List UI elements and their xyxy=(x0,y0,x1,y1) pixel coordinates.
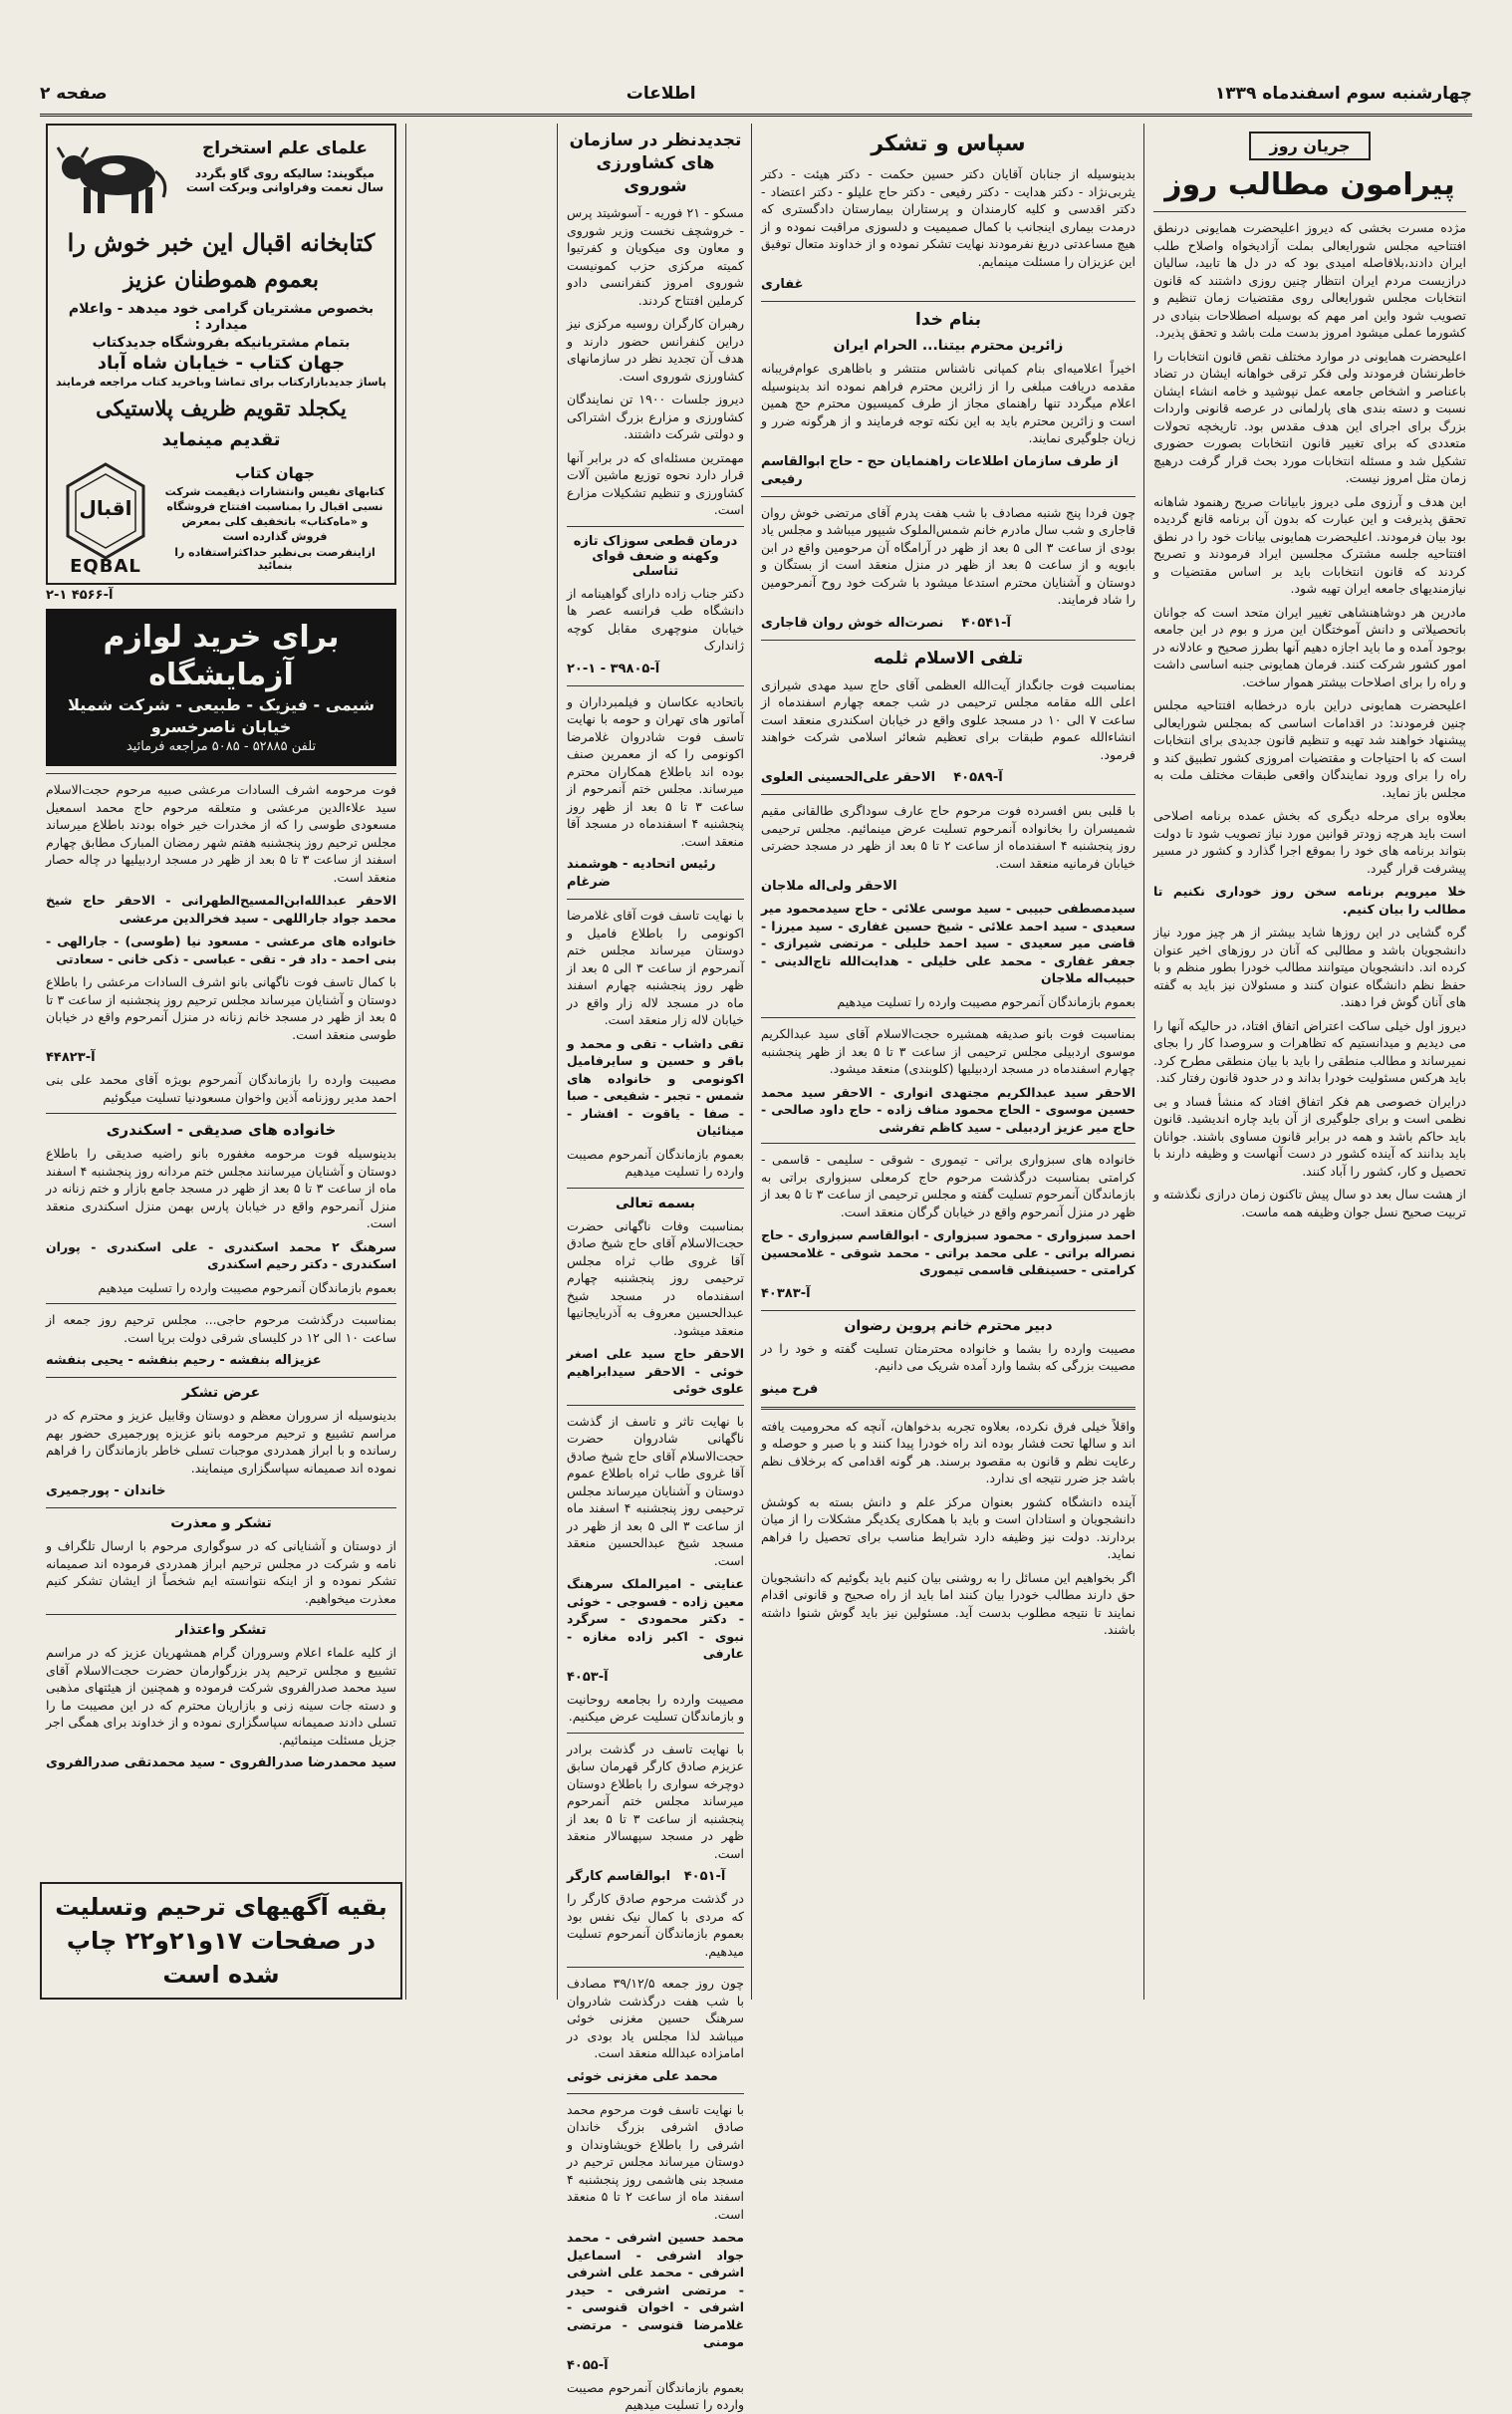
notice-signature: از طرف سازمان اطلاعات راهنمایان حج - حاج ابوالقاسم رفیعی xyxy=(761,453,1119,487)
notice-text: بدینوسیله فوت مرحومه مغفوره بانو راضیه صدیقی را باطلاع دوستان و آشنایان میرسانند مجلس ختم مردانه روز پنجشنبه ۴ اسفند ماه از ساعت ۳ تا ۵ بعد از ظهر در مسجد جامع بازار و ختم زنانه در منزل آنمرحوم واقع در خیابان پارس بهمن منزل اسکندری منعقد است. xyxy=(46,1146,397,1230)
notice-code: آ-۴۰۵۴۱ xyxy=(961,615,1011,631)
notice-text: با نهایت تاسف فوت آقای غلامرضا اکونومی را باطلاع فامیل و دوستان میرساند مجلس ختم آنمرحوم از ساعت ۳ الی ۵ بعد از ظهر روز پنجشنبه چهارم اسفند ماه در مسجد لاله زار واقع در خیابان لاله زار منعقد است. xyxy=(567,908,744,1027)
divider xyxy=(567,1405,744,1406)
ad-gift-line: یکجلد تقویم ظریف پلاستیکی xyxy=(96,396,347,420)
news-text: مسکو - ۲۱ فوریه - آسوشیتد پرس - خروشچف نخست وزیر شوروی و معاون وی میکویان و کفرتیوا کمیته مرکزی حزب کمونیست شوروی امروز کنفرانسی دادو کرملین افتتاح کردند. xyxy=(567,205,744,308)
editorial-paragraph: خلا میرویم برنامه سخن روز خوداری نکنیم تا مطالب را بیان کنیم. xyxy=(1153,884,1466,917)
notice-signature: محمد علی مغزنی خوئی xyxy=(567,2068,718,2084)
ad-title: علمای علم استخراج xyxy=(201,138,369,158)
eqbal-logo xyxy=(56,458,155,577)
editorial-paragraph: دیروز اول خیلی ساکت اعتراض اتفاق افتاد، در حالیکه آنها را می دیدیم و میدانستیم که تظاهرات و سروصدا کار را بجای نمیرساند و مطالب منطقی را باید با بیان منطقی مطرح کرد. باید هرکس مسئولیت خودرا بداند و در حدود قانون رفتار کند. xyxy=(1153,1017,1466,1085)
ad-line: پاساژ جدیدبازارکتاب برای تماشا وباخرید کتاب مراجعه فرمایند xyxy=(56,376,386,389)
notice-names: الاحقر عبدالله‌ابن‌المسیح‌الطهرانی - الاحقر حاج شیخ محمد جواد جاراللهی - سید فخرالدین مرعشی xyxy=(46,893,396,926)
notice-names: سرهنگ ۲ محمد اسکندری - علی اسکندری - پوران اسکندری - دکتر رحیم اسکندری xyxy=(46,1238,396,1271)
page-date: چهارشنبه سوم اسفندماه ۱۳۳۹ xyxy=(1214,84,1472,104)
news-text: دیروز جلسات ۱۹۰۰ تن نمایندگان کشاورزی و مزارع بزرگ اشتراکی و دولتی شرکت داشتند. xyxy=(567,392,744,441)
column-rule xyxy=(1143,124,1144,2000)
ad-store-name: جهان کتاب xyxy=(235,463,315,482)
lab-ad-title: برای خرید لوازم آزمایشگاه xyxy=(103,620,340,692)
editorial-paragraph: گره گشایی در این روزها شاید بیشتر از هر چیز مورد نیاز دانشجویان باشد و مطالبی که آنان در روزهای اخیر عنوان کرده اند. دانشجویان میتوانند مطالب خودرا بطور منظم و با حفظ نظم دانشگاه عنوان کنند و مسئولان نیز باید به گفته های آنان گوش فرا دهند. xyxy=(1153,925,1466,1009)
notice-text: با نهایت تاسف فوت مرحوم محمد صادق اشرفی بزرگ خاندان اشرفی را باطلاع خویشاوندان و دوستان میرساند مجلس ترحیم در مسجد بنی هاشمی روز پنجشنبه ۴ اسفند ماه از ساعت ۲ تا ۵ منعقد است. xyxy=(567,2101,745,2222)
notice-signature: سید محمدرضا صدرالفروی - سید محمدتقی صدرالفروی xyxy=(45,1755,396,1770)
notice-names: سیدمصطفی حبیبی - سید موسی علائی - حاج سیدمحمود میر سعیدی - سید احمد علائی - شیخ حسین غفاری - سید میرزا - قاضی میر سعیدی - سید احمد خلیلی - مرتضی شیرازی - جعفر غفاری - محمد علی خلیلی - هدایت‌الله تاج‌الدینی - حبیب‌اله ملاجان xyxy=(761,901,1135,985)
divider xyxy=(761,301,1135,302)
notice-signature: فرح مینو xyxy=(761,1381,819,1397)
notice-text: اخیراً اعلامیه‌ای بنام کمپانی ناشناس منتشر و باظاهری عوام‌فریبانه مقدمه دریافت مبلغی را از زائرین محترم فراهم نموده اند بدینوسیله اعلام میگردد تنها راهنمای مجاز از طرف کمیسیون محترم حج همین است و زائرین محترم باید به این نکته توجه فرمایند و از هرگونه ضرر و زیان جلوگیری نمایند. xyxy=(761,361,1135,445)
notice-text: با نهایت تاسف در گذشت برادر عزیزم صادق کارگر قهرمان سابق دوچرخه سواری را باطلاع دوستان میرساند مجلس ختم آنمرحوم پنجشنبه از ساعت ۳ تا ۵ بعد از ظهر در مسجد سپهسالار منعقد است. xyxy=(567,1741,744,1861)
notice-signature xyxy=(567,1868,744,1886)
editorial-paragraph: بعلاوه برای مرحله دیگری که بخش عمده برنامه اصلاحی است باید هرچه زودتر قوانین مورد نیاز تصویب شود تا دولت بتواند برنامه های خود را بموقع اجرا گذارد و کشور در مسیر پیشرفت قرار گیرد. xyxy=(1153,808,1466,876)
news-headline: تجدیدنظر در سازمان های کشاورزی شوروی xyxy=(569,131,742,196)
notice-signature: خاندان - پورجمیری xyxy=(46,1483,166,1498)
notice-text: بدینوسیله از جنابان آقایان دکتر حسین حکمت - دکتر هیئت - دکتر یثربی‌نژاد - دکتر هدایت - دکتر رفیعی - دکتر حاج علیلو - دکتر اعتضاد - دکتر اقدسی و کلیه کارمندان و پرستاران بیمارستان دادگستری که درمدت بیماری اینجانب با کمال صمیمیت و دلسوزی مراقبت نموده و از هیچ مساعدتی دریغ نفرمودند نهایت تشکر نموده و از خداوند متعال توفیق این عزیزان را مسئلت مینمایم. xyxy=(761,166,1135,269)
ad-gift-line: تقدیم مینماید xyxy=(161,429,281,450)
notice-title: عرض تشکر xyxy=(181,1385,261,1401)
divider xyxy=(567,526,744,527)
column-rule xyxy=(751,124,752,2000)
column-rule xyxy=(405,124,406,2000)
ad-text: دکتر جناب زاده دارای گواهینامه از دانشگاه طب فرانسه عصر ها خیابان منوچهری مقابل کوچه ژاندارک xyxy=(567,585,744,653)
notice-title: سپاس و تشکر xyxy=(871,132,1026,156)
notice-title: خانواده های صدیقی - اسکندری xyxy=(106,1121,337,1139)
eqbal-bookstore-ad xyxy=(46,124,396,585)
column-rule xyxy=(557,124,558,2000)
notice-text: بعموم بازماندگان آنمرحوم مصیبت وارده را تسلیت میدهیم xyxy=(567,2379,744,2412)
editorial-continued: اگر بخواهیم این مسائل را به روشنی بیان کنیم باید بگوئیم که دانشجویان حق دارند مطالب خودرا بیان کنند اما باید از راه صحیح و قانونی اقدام نمایند تا نتیجه مطلوب بدست آید. مسئولین نیز باید گوش شنوا داشته باشند. xyxy=(761,1569,1135,1637)
notice-text: چون فردا پنج شنبه مصادف با شب هفت پدرم آقای مرتضی خوش روان قاجاری و شب سال مادرم خانم شمس‌الملوک شیپور میباشد و مجلس یاد بودی از ساعت ۳ الی ۵ بعد از ظهر در آرامگاه آن مرحومین واقع در ابن بابویه و از ساعت ۵ بعد از ظهر در منزل منعقد است از بستگان و دوستان و آشنایان محترم استدعا میشود با شرکت خود روح آنمرحومین را شاد فرمایند. xyxy=(761,504,1135,607)
editorial-paragraph: از هشت سال بعد دو سال پیش تاکنون زمان درازی نگذشته و تربیت صحیح نسل جوان وظیفه همه ماست. xyxy=(1152,1187,1466,1219)
notice-signature: غفاری xyxy=(761,277,804,292)
editorial-column xyxy=(1147,124,1472,2000)
divider xyxy=(761,1310,1135,1311)
divider xyxy=(567,2093,744,2094)
divider xyxy=(761,1143,1135,1144)
notice-text: با کمال تاسف فوت ناگهانی بانو اشرف السادات مرعشی را باطلاع دوستان و آشنایان میرساند مجلس ترحیم روز پنجشنبه از ساعت ۳ تا ۵ بعد از ظهر در مسجد خانم زنانه در منزل آنمرحوم واقع در خیابان طوسی منعقد است. xyxy=(46,974,397,1042)
divider xyxy=(761,1017,1135,1018)
paper-name: اطلاعات xyxy=(626,84,696,104)
notice-text: بعموم بازماندگان آنمرحوم مصیبت وارده را تسلیت میدهیم xyxy=(837,993,1135,1009)
editorial-paragraph: اعلیحضرت همایونی دراین باره درخطابه افتتاحیه مجلس چنین فرمودند: در اقدامات اساسی که بمجلس شورایعالی پیشنهاد خواهند شد تهیه و تنظیم قانون جدیدی برای انتخابات است که با احتیاجات و مقتضیات امروزی کشور تطبیق کند و راه را برای ورود نمایندگان واقعی طبقات مختلف ملت به مجلس باز نماید. xyxy=(1153,697,1466,800)
lab-ad-phone: تلفن ۵۲۸۸۵ - ۵۰۸۵ مراجعه فرمائید xyxy=(126,739,317,754)
divider xyxy=(567,1733,744,1734)
news-text: مهمترین مسئله‌ای که در برابر آنها قرار دارد نحوه توزیع ماشین آلات کشاورزی و تنظیم تشکیلات مزارع است. xyxy=(567,449,744,517)
lab-ad-subtitle: شیمی - فیزیک - طبیعی - شرکت شمیلا خیابان ناصرخسرو xyxy=(68,695,375,736)
notice-text: با نهایت تاثر و تاسف از گذشت ناگهانی شادروان حضرت حجت‌الاسلام آقای حاج شیخ صادق آقا غروی طاب ثراه باطلاع عموم دوستان و آشنایان میرساند مجلس ترحیمی روز پنجشنبه ۴ اسفند ماه از ساعت ۳ الی ۵ بعد از ظهر در مسجد شیخ عبدالحسین منعقد است. xyxy=(567,1413,744,1568)
column-tag: جریان روز xyxy=(1249,132,1370,160)
notice-title: بسمه تعالی xyxy=(615,1195,696,1211)
divider xyxy=(567,1967,744,1968)
notice-text: بدینوسیله از سروران معظم و دوستان وقابیل عزیز و محترم که در مراسم تشییع و ترحیم مرحومه بانو عزیزه پورجمیری حضور بهم رسانده و با ابراز همدردی موجبات تسلی خاطر بازماندگان را فراهم نموده اند صمیمانه سپاسگزاری مینمایند. xyxy=(46,1408,396,1475)
notice-text: مصیبت وارده را بازماندگان آنمرحوم بویژه آقای محمد علی بنی احمد مدیر روزنامه آذین واخوان مسعودنیا تسلیت میگوئیم xyxy=(46,1072,396,1105)
notice-text: با قلبی بس افسرده فوت مرحوم حاج عارف سوداگری طالقانی مقیم شمیسران را بخانواده آنمرحوم تسلیت عرض مینمائیم. مجلس ترحیمی روز پنجشنبه ۴ اسفندماه از ساعت ۲ تا ۵ بعد از ظهر در مسجد حضرتی خیابان فرمانیه منعقد است. xyxy=(761,803,1136,871)
notice-signer: نصرت‌اله خوش روان قاجاری xyxy=(761,615,944,631)
divider xyxy=(761,640,1135,641)
ad-main-line: بعموم هموطنان عزیز xyxy=(124,267,319,293)
ox-illustration xyxy=(56,132,175,221)
notice-title: بنام خدا xyxy=(915,310,981,330)
notice-title: تشکر واعتذار xyxy=(175,1622,267,1638)
divider xyxy=(761,1407,1135,1410)
notice-text: از دوستان و آشنایانی که در سوگواری مرحوم با ارسال تلگراف و نامه و شرکت در مجلس ترحیم ابراز همدردی فرموده اند صمیمانه تشکر نموده و از اینکه نتوانسته ایم شخصاً از ایشان تشکر کنیم معذرت میخواهیم. xyxy=(46,1538,396,1606)
notice-signature xyxy=(761,769,1135,787)
editorial-paragraph: این هدف و آرزوی ملی دیروز بابیانات صریح رهنمود شاهانه تحقق پذیرفت و این عبارت که بدون آن برنامه قانع گردیده بود بیان فرمودند. اعلیحضرت همایونی بیانات خود را در نطق افتتاحیه جلسه مشترک مجلسین ایراد فرمودند و تصریح کردند که قانون انتخابات باید بر اساس مقتضیات و نیازمندیهای جامعه ایران تهیه شود. xyxy=(1153,493,1466,596)
notice-text: مصیبت وارده را بشما و خانواده محترمتان تسلیت گفته و خود را در مصیبت بزرگی که بشما وارد آمده شریک می دانیم. xyxy=(761,1340,1135,1373)
divider xyxy=(761,794,1135,795)
notice-text: بمناسبت وفات ناگهانی حضرت حجت‌الاسلام آقای حاج شیخ صادق آقا غروی طاب ثراه مجلس ترحیمی روز پنجشنبه چهارم اسفندماه در مسجد شیخ عبدالحسین معروف به آذربایجانیها منعقد میشود. xyxy=(567,1217,744,1338)
notice-text: بمناسبت درگذشت مرحوم حاجی... مجلس ترحیم روز جمعه از ساعت ۱۰ الی ۱۲ در کلیسای شرقی دولت برپا است. xyxy=(46,1312,396,1345)
notice-text: مصیبت وارده را بجامعه روحانیت و بازماندگان تسلیت عرض میکنیم. xyxy=(567,1691,744,1724)
notice-signature: الاحقر ولی‌اله ملاجان xyxy=(761,879,897,894)
editorial-paragraph: مژده مسرت بخشی که دیروز اعلیحضرت همایونی درنطق افتتاحیه مجلس شورایعالی بملت آزادیخواه واصلاح طلب ایران دادند،بلافاصله امیدی بود که در دل ها تابید، سالیان درازیست مردم ایران انتظار چنین روزی داشتند که قانون انتخابات مجلس شورایعالی روی مقتضیات زمان تنظیم و تصویب شود واین امر مهم که بوسیله اصطلاحات بنیادی در کشورما عملی میشود امروز بدست ملت باشد و تحقق پذیرد. xyxy=(1153,220,1466,340)
ad-headline: درمان قطعی سوزاک تازه وکهنه و ضعف قوای تناسلی xyxy=(573,533,738,579)
notice-text: از کلیه علماء اعلام وسروران گرام همشهریان عزیز که در مراسم تشییع و مجلس ترحیم پدر بزرگوارمان حضرت حجت‌الاسلام آقای سید محمد صدرالفروی شرکت فرموده و همچنین از هیئتهای مذهبی و دسته جات سینه زنی و بازاریان محترم که در این مصیبت ما را تسلی دادند صمیمانه سپاسگزاری نموده و از خداوند برای همگی اجر جزیل مسئلت مینمائیم. xyxy=(46,1645,396,1747)
divider xyxy=(46,1614,396,1615)
ad-main-line: کتابخانه اقبال این خبر خوش را xyxy=(67,228,376,257)
notice-code: آ-۴۰۵۱ xyxy=(683,1869,726,1884)
notice-text: باتحادیه عکاسان و فیلمبرداران و آماتور های تهران و حومه با نهایت تاسف فوت شادروان غلامرضا اکونومی را که از معمرین صنف بوده اند باطلاع همکاران محترم میرساند. مجلس ختم آنمرحوم از ساعت ۳ تا ۵ بعد از ظهر روز پنجشنبه ۴ اسفندماه در مسجد آقا منعقد است. xyxy=(567,693,744,849)
notice-names: محمد حسین اشرفی - محمد جواد اشرفی - اسماعیل اشرفی - محمد علی اشرفی - مرتضی اشرفی - حیدر اشرفی - اخوان قنوسی - غلامرضا قنوسی - مرتضی مومنی xyxy=(567,2230,744,2349)
notice-text: در گذشت مرحوم صادق کارگر را که مردی با کمال نیک نفس بود بعموم بازماندگان آنمرحوم تسلیت میدهیم. xyxy=(567,1891,744,1959)
ad-code: آ-۳۹۸۰۵ - ۱-۲۰ xyxy=(567,661,660,676)
editorial-paragraph: درایران خصوصی هم فکر اتفاق افتاد که منشأ فساد و بی نظمی است و برای جلوگیری از آن باید چاره اندیشید. قانون باید حاکم باشد و همه در برابر قانون مساوی باشند. جوانان باید بدانند که آینده کشور در دست آنهاست و وظیفه دارند با تحصیل و کار، کشور را آباد کنند. xyxy=(1153,1093,1466,1179)
notice-names: خانواده های مرعشی - مسعود نیا (طوسی) - جارالهی - بنی احمد - داد فر - تقی - عباسی - ذکی خانی - سعادتی xyxy=(46,934,396,966)
notice-names: عنایتی - امیرالملک سرهنگ معین زاده - فسوجی - خوئی - دکتر محمودی - سرگرد نبوی - اکبر زاده مغازه - عارفی xyxy=(567,1576,744,1661)
notice-text: بمناسبت فوت جانگداز آیت‌الله العظمی آقای حاج سید مهدی شیرازی اعلی الله مقامه مجلس ترحیمی در شب جمعه چهارم اسفندماه از ساعت ۷ الی ۱۰ در مسجد علوی واقع در خیابان اسکندری منعقد است انشاءالله عموم طبقات برای تعظیم شعائر اسلامی شرکت خواهند فرمود. xyxy=(761,676,1135,762)
editorial-paragraph: مادرین هر دوشاهنشاهی تغییر ایران متحد است که جوانان باتحصیلاتی و دانش آموختگان این مرز و بوم در این جامعه بوجود آمده و ما باید اجازه دهیم آنها بطرز صحیح و عادلانه در امور کشور شرکت کنند. فرمان همایونی جنبه اساسی داشت و راه را برای اصلاحات بیشتر هموار ساخت. xyxy=(1153,604,1466,689)
ad-line: بتمام مشتریانیکه بفروشگاه جدیدکتاب xyxy=(92,335,351,351)
editorial-headline: پیرامون مطالب روز xyxy=(1164,167,1455,202)
divider xyxy=(567,899,744,900)
notices-column-a xyxy=(755,124,1141,2000)
notice-signature: عزیزاله بنفشه - رحیم بنفشه - یحیی بنفشه xyxy=(46,1353,322,1368)
divider xyxy=(46,1113,396,1114)
notice-names: الاحقر سید عبدالکریم مجتهدی انواری - الاحقر سید محمد حسین موسوی - الحاج محمود مناف زاده - حاج داود صالحی - حاج میر عزیز اردبیلی - سید کاظم تفرشی xyxy=(761,1084,1135,1135)
notice-signer: ابوالقاسم کارگر xyxy=(567,1869,671,1884)
lab-supplies-ad xyxy=(46,609,396,766)
notice-names: تقی داشاب - تقی و محمد و باقر و حسین و سایرفامیل اکونومی و خانواده های شمس - تجبر - شفیعی - صبا - صفا - یاقوت - افشار - مینائیان xyxy=(567,1035,744,1138)
notice-text: چون روز جمعه ۳۹/۱۲/۵ مصادف با شب هفت درگذشت شادروان سرهنگ حسین مغزنی خوئی میباشد لذا مجلس یاد بودی در امامزاده عبدالله منعقد است. xyxy=(567,1976,744,2060)
ad-line: کتابهای نفیس وانتشارات ذیقیمت شرکت نسبی اقبال را بمناسبت افتتاح فروشگاه و «ماه‌کتاب» باتخفیف کلی بمعرض فروش گذارده است xyxy=(164,484,385,543)
ad-subtitle: میگویند: سالیکه روی گاو بگردد سال نعمت وفراوانی وبرکت است xyxy=(185,166,384,194)
notice-signer: الاحقر علی‌الحسینی العلوی xyxy=(761,770,936,785)
ad-store-address: جهان کتاب - خیابان شاه آباد xyxy=(97,353,346,374)
divider xyxy=(46,773,396,774)
ads-column xyxy=(40,124,402,2000)
editorial-continued: واقلاً خیلی فرق نکرده، بعلاوه تجربه بدخواهان، آنچه که محرومیت یافته اند و سالها تحت فشار بوده اند راه خودرا پیدا کنند و با صبر و حوصله و رعایت نظم و قانون به مقصود برسند. هر گونه اقدامی که برخلاف نظم باشد جز ضرر نتیجه ای ندارد. xyxy=(761,1418,1135,1485)
notice-names: احمد سبزواری - محمود سبزواری - ابوالقاسم سبزواری - حاج نصراله براتی - علی محمد براتی - محمد شوقی - غلامحسین کرامتی - حسینقلی قاسمی تیموری xyxy=(761,1227,1135,1277)
logo-text-en: EQBAL xyxy=(70,556,141,577)
divider xyxy=(567,1188,744,1189)
notice-text: خانواده های سبزواری براتی - تیموری - شوقی - سلیمی - قاسمی - کرامتی بمناسبت درگذشت مرحوم حاج کرمعلی سبزواری براتی به بازماندگان آنمرحوم تسلیت گفته و مجلس ترحیمی از ساعت ۳ تا ۵ بعد از ظهر در منزل آنمرحوم واقع در خیابان گرگان منعقد است. xyxy=(761,1152,1135,1219)
editorial-continued: آینده دانشگاه کشور بعنوان مرکز علم و دانش بسته به کوشش دانشجویان و استادان است و باید با همکاری یکدیگر مشکلات را از میان بردارند. دولت نیز وظیفه دارد شرایط مناسب برای تحصیل را فراهم نماید. xyxy=(761,1493,1135,1561)
news-text: رهبران کارگران روسیه مرکزی نیز دراین کنفرانس حضور دارند و هدف آن تجدید نظر در سازمانهای کشاورزی شوروی است. xyxy=(567,316,744,384)
ad-line: بخصوص مشتریان گرامی خود میدهد - واعلام میدارد : xyxy=(68,301,375,333)
notice-title: دبیر محترم خانم پروین رضوان xyxy=(844,1317,1053,1334)
editorial-paragraph: اعلیحضرت همایونی در موارد مختلف نقص قانون انتخابات را خاطرنشان فرمودند ولی فکر ترقی خواهانه ایشان در تضاد باعناصر و اشخاص جامعه عمل نپوشید و خامه انشاء ایشان نسبت و دسته بندی های پارلمانی در عرصه قانونی واردات بزرگ برای اجرای این هدف مقدس بود. تاریخچه تحولات متعددی که برای تغییر قانون انتخابات بصورت حضوری تشکیل شد و مسئله انتخابات مورد بحث قرار گرفت درهیچ زمان مثل امروز نیست. xyxy=(1153,348,1466,485)
divider xyxy=(567,685,744,686)
notice-code: آ-۴۰۳۸۳ xyxy=(761,1285,811,1301)
notice-text: بعموم بازماندگان آنمرحوم مصیبت وارده را تسلیت میدهیم xyxy=(567,1146,744,1179)
divider xyxy=(1153,211,1466,212)
notice-subtitle: زائرین محترم بیتنا... الحرام ایران xyxy=(833,338,1064,354)
ad-code: آ-۴۵۶۶ ۱-۲ xyxy=(46,588,114,603)
notice-title: تلفی الاسلام ثلمه xyxy=(873,648,1024,669)
ad-line: ازاینفرصت بی‌نظیر حداکثراستفاده را بنمائید xyxy=(174,545,376,572)
notice-signature: رئیس اتحادیه - هوشمند ضرغام xyxy=(567,857,716,890)
continued-notices-box: بقیه آگهیهای ترحیم وتسلیت در صفحات ۱۷و۲۱و۲۲ چاپ شده است xyxy=(40,1882,402,2000)
divider xyxy=(46,1507,396,1508)
page-number: صفحه ۲ xyxy=(40,84,108,104)
notice-code: آ-۴۰۵۸۹ xyxy=(953,770,1003,785)
divider xyxy=(46,1303,396,1304)
logo-text-fa: اقبال xyxy=(79,496,132,520)
notices-column-b xyxy=(561,124,750,2412)
notice-text: فوت مرحومه اشرف السادات مرعشی صبیه مرحوم حجت‌الاسلام سید علاءالدین مرعشی و متعلقه مرحوم حاج محمد اسمعیل مسعودی طوسی را که از مخدرات خیر خواه بودند باطلاع میرساند مجلس ترحیم روز پنجشنبه هفتم شهر رمضان المبارک مطابق چهارم اسفند از ساعت ۳ تا ۵ بعد از ظهر در مسجد اردبیلیها در چاله حصار منعقد است. xyxy=(46,782,396,885)
notice-names: الاحقر حاج سید علی اصغر خوئی - الاحقر سیدابراهیم علوی خوئی xyxy=(567,1346,744,1396)
notice-text: بمناسبت فوت بانو صدیقه همشیره حجت‌الاسلام آقای سید عبدالکریم موسوی اردبیلی مجلس ترحیمی از ساعت ۳ تا ۵ بعد از ظهر پنجشنبه چهارم اسفندماه در مسجد اردبیلیها (کلوبندی) منعقد میشود. xyxy=(761,1026,1135,1076)
masthead xyxy=(40,74,1472,117)
notice-signature xyxy=(761,615,1135,633)
divider xyxy=(761,496,1135,497)
notice-code: آ-۴۴۸۲۳ xyxy=(46,1050,96,1065)
divider xyxy=(46,1377,396,1378)
notice-code: آ-۴۰۵۳ xyxy=(567,1669,609,1685)
notice-code: آ-۴۰۵۵ xyxy=(567,2357,609,2373)
notice-text: بعموم بازماندگان آنمرحوم مصیبت وارده را تسلیت میدهیم xyxy=(98,1279,396,1295)
notice-title: تشکر و معذرت xyxy=(170,1515,272,1531)
